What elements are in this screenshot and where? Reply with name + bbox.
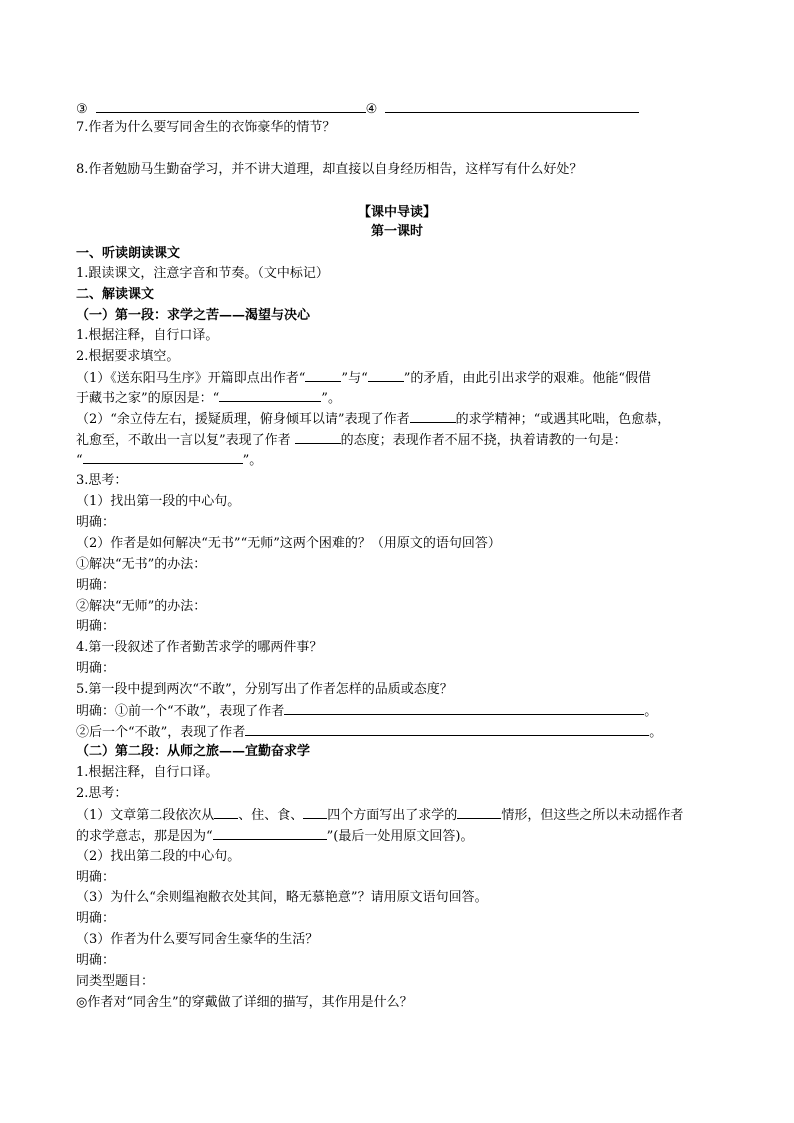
text-line: （2）作者是如何解决“无书”“无师”这两个困难的？（用原文的语句回答） xyxy=(76,536,501,551)
fill-line xyxy=(76,451,262,470)
fill-line xyxy=(76,410,670,429)
question-7: 7.作者为什么要写同舍生的衣饰豪华的情节？ xyxy=(76,120,336,135)
text-segment: 礼愈至，不敢出一言以复”表现了作者 xyxy=(76,433,291,448)
text-segment: ”与“ xyxy=(341,371,368,386)
blank[interactable] xyxy=(245,723,649,736)
blank[interactable] xyxy=(214,806,238,819)
answer-label: 明确： xyxy=(76,619,116,634)
subheading: （二）第二段：从师之旅——宜勤奋求学 xyxy=(76,744,311,759)
answer-label: 明确： xyxy=(76,870,116,885)
text-line: 3.思考： xyxy=(76,473,128,488)
blank[interactable] xyxy=(305,369,341,382)
fill-line xyxy=(76,369,651,388)
text-segment: 的求学精神；“或遇其叱咄，色愈恭， xyxy=(455,412,671,427)
blank[interactable] xyxy=(213,827,327,840)
text-line: ①解决“无书”的办法： xyxy=(76,557,207,572)
text-line: 1.跟读课文，注意字音和节奏。（文中标记） xyxy=(76,266,329,281)
text-segment: 四个方面写出了求学的 xyxy=(327,808,458,823)
text-line: 1.根据注释，自行口译。 xyxy=(76,328,219,343)
fill-line xyxy=(76,389,341,408)
text-segment: 。 xyxy=(649,725,663,740)
text-segment: ”。 xyxy=(242,453,263,468)
text-line: 4.第一段叙述了作者勤苦求学的哪两件事？ xyxy=(76,640,323,655)
text-line: （3）作者为什么要写同舍生豪华的生活？ xyxy=(76,932,319,947)
text-segment: （1）文章第二段依次从 xyxy=(76,808,215,823)
text-line: ◎作者对“同舍生”的穿戴做了详细的描写，其作用是什么？ xyxy=(76,995,413,1010)
fill-line xyxy=(76,702,657,721)
text-segment: 于藏书之家”的原因是：“ xyxy=(76,391,220,406)
blank[interactable] xyxy=(219,389,321,402)
fill-line xyxy=(76,827,473,846)
text-segment: 的求学意志，那是因为“ xyxy=(76,829,213,844)
section-title: 【课中导读】 xyxy=(357,205,436,220)
answer-label: 明确： xyxy=(76,911,116,926)
blank[interactable] xyxy=(83,451,243,464)
blank[interactable] xyxy=(96,100,366,113)
text-line: （3）为什么“余则缊袍敝衣处其间，略无慕艳意”？请用原文语句回答。 xyxy=(76,890,488,905)
text-line: 同类型题目： xyxy=(76,974,155,989)
text-line: （2）找出第二段的中心句。 xyxy=(76,849,241,864)
text-line: 2.思考： xyxy=(76,786,128,801)
text-segment: 情形，但这些之所以未动摇作者 xyxy=(501,808,684,823)
circled-4: ④ xyxy=(365,102,378,117)
text-segment: （2）“余立侍左右，援疑质理，俯身倾耳以请”表现了作者 xyxy=(76,412,410,427)
answer-line-3-4 xyxy=(76,100,639,119)
question-8: 8.作者勉励马生勤奋学习，并不讲大道理，却直接以自身经历相告，这样写有什么好处？ xyxy=(76,162,583,177)
text-segment: （1）《送东阳马生序》开篇即点出作者“ xyxy=(76,371,306,386)
blank[interactable] xyxy=(295,431,341,444)
answer-label: 明确： xyxy=(76,578,116,593)
text-line: （1）找出第一段的中心句。 xyxy=(76,494,241,509)
text-segment: ”的矛盾，由此引出求学的艰难。他能“假借 xyxy=(403,371,652,386)
text-line: ②解决“无师”的办法： xyxy=(76,599,207,614)
text-segment: ②后一个“不敢”，表现了作者 xyxy=(76,725,246,740)
text-segment: “ xyxy=(76,453,83,468)
text-segment: ”(最后一处用原文回答)。 xyxy=(326,829,474,844)
text-segment: 。 xyxy=(644,704,658,719)
fill-line xyxy=(76,806,683,825)
answer-label: 明确： xyxy=(76,515,116,530)
text-segment: ”。 xyxy=(321,391,341,406)
blank[interactable] xyxy=(385,100,639,113)
subheading: （一）第一段：求学之苦——渴望与决心 xyxy=(76,308,311,323)
fill-line xyxy=(76,723,662,742)
blank[interactable] xyxy=(410,410,456,423)
text-line: 5.第一段中提到两次“不敢”，分别写出了作者怎样的品质或态度？ xyxy=(76,682,453,697)
fill-line xyxy=(76,431,627,450)
text-segment: 、住、食、 xyxy=(238,808,304,823)
blank[interactable] xyxy=(368,369,404,382)
text-segment: 明确：①前一个“不敢”，表现了作者 xyxy=(76,704,285,719)
answer-label: 明确： xyxy=(76,661,116,676)
text-line: 1.根据注释，自行口译。 xyxy=(76,765,219,780)
section-subtitle: 第一课时 xyxy=(370,224,423,239)
answer-label: 明确： xyxy=(76,953,116,968)
circled-3: ③ xyxy=(76,102,88,117)
blank[interactable] xyxy=(303,806,327,819)
text-segment: 的态度；表现作者不屈不挠，执着请教的一句是： xyxy=(340,433,627,448)
blank[interactable] xyxy=(284,702,644,715)
heading-2: 二、解读课文 xyxy=(76,287,155,302)
text-line: 2.根据要求填空。 xyxy=(76,349,180,364)
blank[interactable] xyxy=(457,806,501,819)
heading-1: 一、听读朗读课文 xyxy=(76,246,181,261)
